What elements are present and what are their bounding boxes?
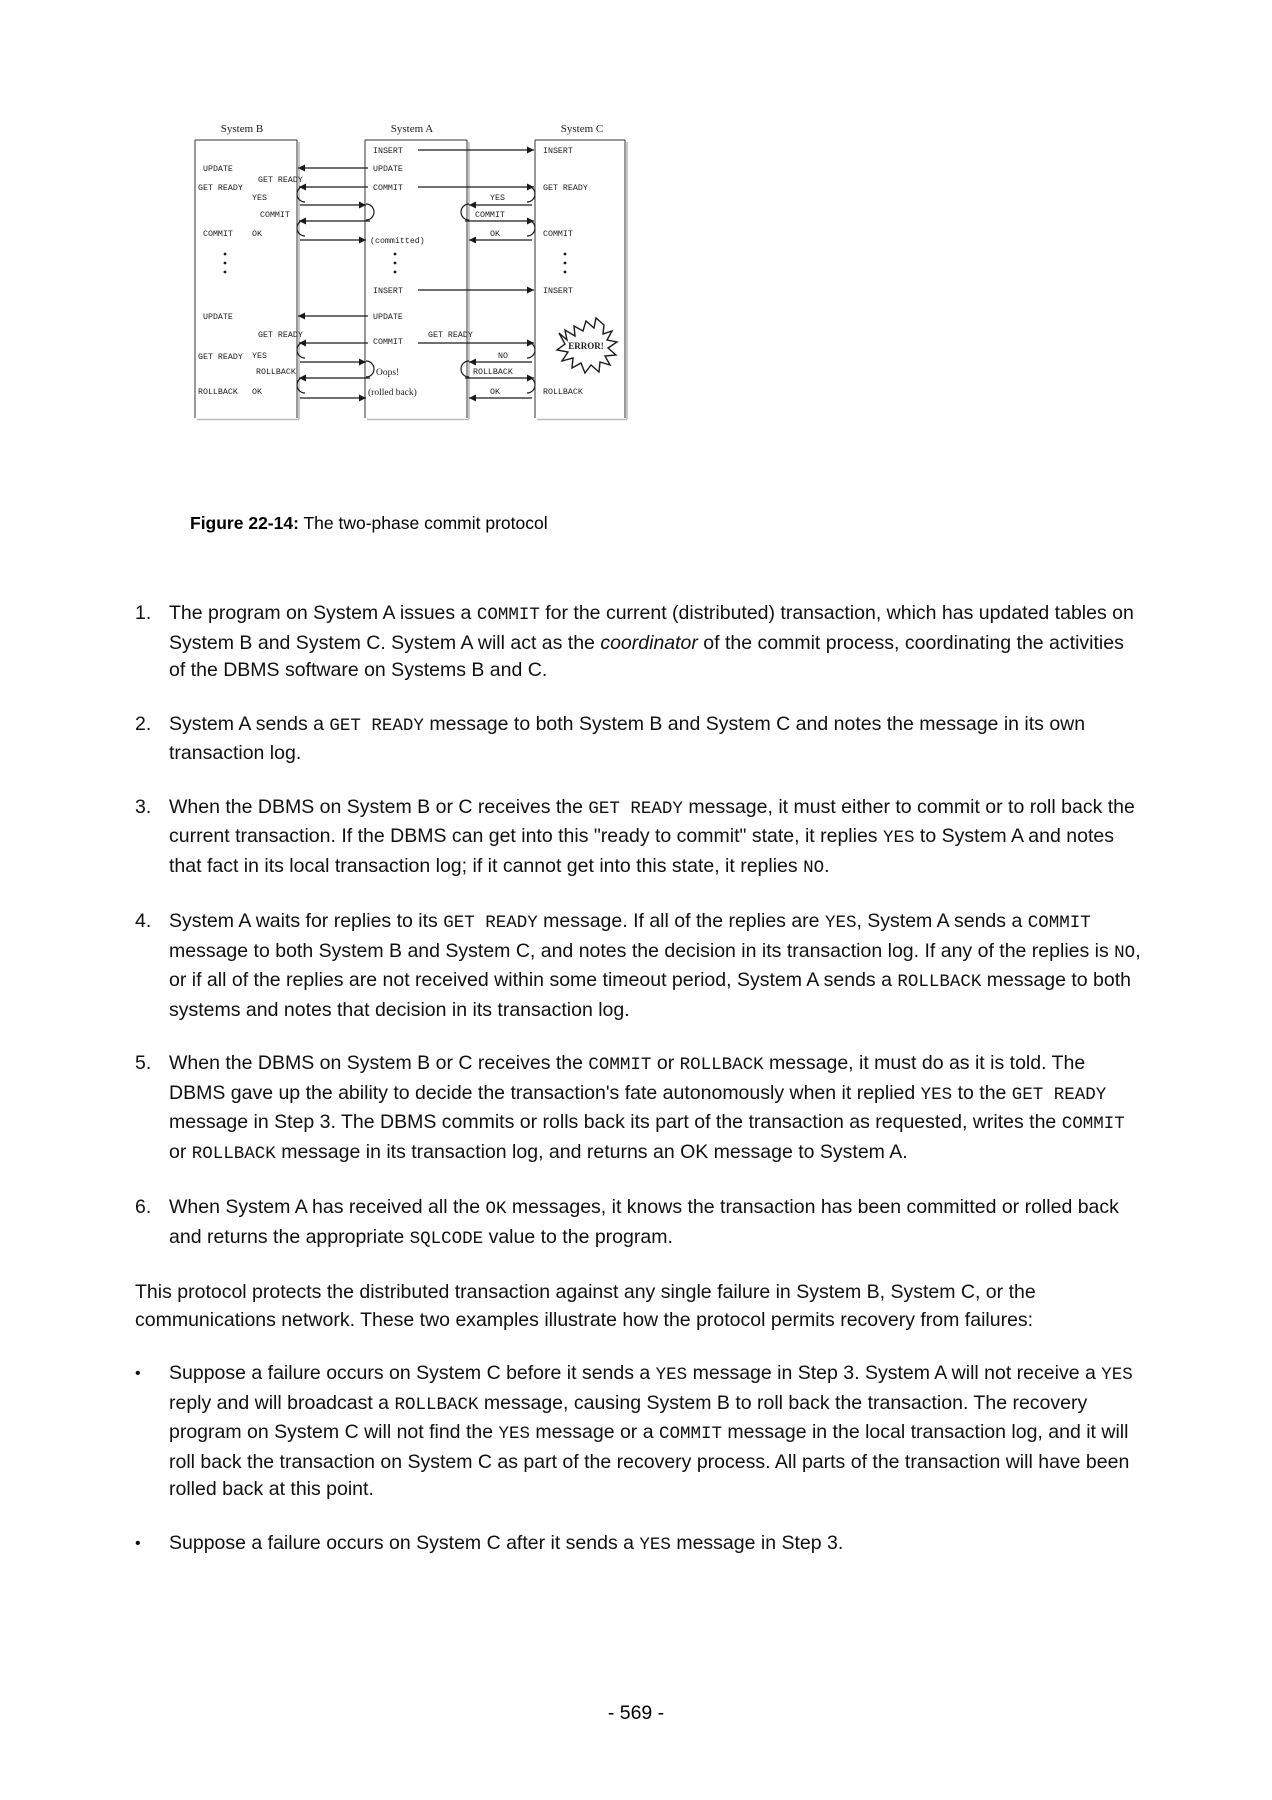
list-item-text [169, 1050, 1145, 1168]
list-item-text [169, 1360, 1145, 1504]
label-b-getready-1: GET READY [198, 184, 243, 193]
page-number: - 569 - [607, 1702, 665, 1724]
text-span: , or if all of the replies are not received within some timeout period, System A sends a [169, 939, 1141, 991]
label-c-getready-1: GET READY [543, 184, 588, 193]
text-span: for the current (distributed) transaction, which has updated tables on System B and System C. System A will act as the [169, 602, 1134, 654]
msg-ok-right-1: OK [490, 230, 500, 239]
text-span: value to the program. [483, 1225, 673, 1248]
text-span: reply and will broadcast a [169, 1391, 395, 1414]
list-item-number: 4. [135, 910, 152, 932]
text-span: When the DBMS on System B or C receives the [169, 1052, 589, 1074]
label-b-rollback: ROLLBACK [198, 388, 238, 397]
label-c-insert-2: INSERT [543, 287, 573, 296]
text-span: When the DBMS on System B or C receives the [169, 795, 589, 818]
text-span: of the commit process, coordinating the activities of the DBMS software on Systems B and C. [169, 631, 1124, 681]
label-a-rolled-back: (rolled back) [368, 388, 417, 398]
text-span: The program on System A issues a [169, 602, 477, 624]
summary-paragraph [135, 1279, 1145, 1334]
list-item-text [169, 908, 1145, 1024]
msg-rollback-right: ROLLBACK [473, 368, 513, 377]
text-span: message to both System B and System C, and notes the decision in its transaction log. If any of the replies is [169, 939, 1115, 962]
list-item-text [169, 711, 1145, 768]
msg-no-right: NO [498, 352, 508, 361]
column-title-system-a: System A [390, 123, 434, 135]
list-item-number: 1. [135, 602, 152, 624]
msg-yes-left-1: YES [252, 194, 267, 203]
label-b-commit-1: COMMIT [203, 230, 233, 239]
code-span: OK [485, 1199, 507, 1219]
code-span: GET READY [588, 798, 683, 819]
code-span: YES [882, 828, 915, 848]
code-span: ROLLBACK [394, 1394, 479, 1415]
label-b-update-1: UPDATE [203, 165, 233, 174]
text-span: message in Step 3. [670, 1531, 844, 1554]
list-item [135, 794, 1145, 883]
text-span: message in Step 3. The DBMS commits or rolls back its part of the transaction as requested, writes the [169, 1111, 1062, 1133]
list-item-text [169, 600, 1145, 685]
text-span: message, it must either to commit or to roll back the current transaction. If the DBMS can get into this "ready to commit" state, it replies [169, 795, 1135, 847]
text-span: message to both System B and System C and notes the message in its own transaction log. [169, 712, 1086, 764]
code-span: GET READY [329, 715, 424, 736]
list-item [135, 1194, 1145, 1253]
text-span: message, causing System B to roll back the transaction. The recovery program on System C will not find the [169, 1391, 1088, 1443]
msg-commit-left-1: COMMIT [260, 211, 290, 220]
list-item [135, 1530, 1145, 1560]
text-span: to System A and notes that fact in its local transaction log; if it cannot get into this state, it replies [169, 825, 1114, 877]
code-span: YES [655, 1365, 688, 1385]
text-span: message or a [530, 1421, 659, 1443]
text-span: When System A has received all the [169, 1196, 486, 1218]
label-a-update-2: UPDATE [373, 313, 403, 322]
code-span: GET READY [1011, 1084, 1107, 1105]
list-item-number: 6. [135, 1196, 152, 1218]
list-item-number: 2. [135, 712, 152, 735]
text-span: or [169, 1140, 192, 1163]
figure-caption-text: The two-phase commit protocol [298, 513, 548, 533]
code-span: ROLLBACK [897, 972, 982, 992]
list-item-number: 5. [135, 1052, 152, 1074]
code-span: YES [824, 913, 857, 933]
figure-caption [190, 512, 890, 535]
text-span: System A sends a [169, 712, 330, 735]
text-span: Suppose a failure occurs on System C before it sends a [169, 1362, 656, 1384]
code-span: YES [498, 1424, 530, 1444]
code-span: COMMIT [1027, 913, 1091, 933]
msg-yes-left-2: YES [252, 352, 267, 361]
label-a-insert-2: INSERT [373, 287, 403, 296]
text-span: . [824, 854, 830, 877]
msg-ok-left-2: OK [252, 388, 262, 397]
text-span: or [651, 1052, 680, 1074]
msg-commit-right-1: COMMIT [475, 211, 505, 220]
text-span: to the [952, 1081, 1012, 1104]
label-c-insert-1: INSERT [543, 147, 573, 156]
list-item-text [169, 794, 1145, 883]
body-content [135, 600, 1145, 1585]
code-span: ROLLBACK [679, 1055, 764, 1075]
label-a-oops: Oops! [376, 368, 400, 378]
code-span: COMMIT [1061, 1114, 1125, 1134]
msg-get-ready-left-1: GET READY [258, 176, 303, 185]
column-title-system-c: System C [560, 123, 604, 135]
bullet-marker: • [135, 1365, 141, 1382]
text-span: Suppose a failure occurs on System C after it sends a [169, 1531, 640, 1554]
text-span: , System A sends a [856, 910, 1028, 932]
text-span: message. If all of the replies are [537, 910, 825, 932]
text-span: messages, it knows the transaction has been committed or rolled back and returns the appropriate [169, 1196, 1119, 1248]
code-span: SQLCODE [409, 1228, 484, 1249]
code-span: NO [1114, 942, 1136, 963]
ellipsis-dots [224, 253, 567, 274]
msg-ok-left-1: OK [252, 230, 262, 239]
label-c-commit-1: COMMIT [543, 230, 573, 239]
error-badge-label: ERROR! [568, 341, 604, 351]
figure-two-phase-commit [190, 118, 630, 428]
code-span: YES [920, 1084, 953, 1105]
text-span: System A waits for replies to its [169, 910, 444, 932]
msg-rollback-left: ROLLBACK [256, 368, 296, 377]
code-span: YES [639, 1534, 671, 1555]
column-title-system-b: System B [220, 123, 264, 135]
msg-get-ready-left-2: GET READY [258, 331, 303, 340]
code-span: COMMIT [476, 605, 540, 625]
text-span: message in Step 3. System A will not receive a [687, 1362, 1102, 1384]
error-starburst-icon [557, 318, 617, 373]
label-a-commit-2: COMMIT [373, 338, 403, 347]
code-span: NO [803, 857, 825, 878]
label-a-insert-1: INSERT [373, 147, 403, 156]
bullet-marker: • [135, 1534, 141, 1552]
text-span: message, it must do as it is told. The DBMS gave up the ability to decide the transaction's fate autonomously when it replied [169, 1052, 1086, 1104]
code-span: COMMIT [658, 1424, 722, 1444]
list-item [135, 600, 1145, 685]
label-b-update-2: UPDATE [203, 313, 233, 322]
msg-ok-right-2: OK [490, 388, 500, 397]
list-item [135, 908, 1145, 1024]
msg-yes-right-1: YES [490, 194, 505, 203]
list-item [135, 711, 1145, 768]
code-span: ROLLBACK [191, 1143, 276, 1164]
code-span: YES [1101, 1365, 1133, 1385]
code-span: COMMIT [588, 1055, 652, 1075]
two-phase-commit-diagram [190, 118, 630, 428]
list-item-text [169, 1194, 1145, 1253]
label-c-rollback: ROLLBACK [543, 388, 583, 397]
list-item-number: 3. [135, 795, 152, 818]
label-a-update-1: UPDATE [373, 165, 403, 174]
code-span: GET READY [443, 913, 538, 933]
text-span: message in the local transaction log, and it will roll back the transaction on System C as part of the recovery process. All parts of the transaction will have been rolled back at this point. [169, 1421, 1130, 1500]
label-b-getready-2: GET READY [198, 353, 243, 362]
list-item-text [169, 1530, 1145, 1560]
figure-caption-label: Figure 22-14: [190, 513, 299, 533]
text-span: message in its transaction log, and returns an OK message to System A. [275, 1140, 908, 1163]
text-span: message to both systems and notes that decision in its transaction log. [169, 969, 1131, 1021]
text-span: This protocol protects the distributed transaction against any single failure in System B, System C, or the communications network. These two examples illustrate how the protocol permits recovery from failures: [135, 1281, 1036, 1331]
list-item [135, 1050, 1145, 1168]
label-a-committed: (committed) [370, 237, 425, 246]
msg-get-ready-right-2: GET READY [428, 331, 473, 340]
list-item [135, 1360, 1145, 1504]
emphasis-span: coordinator [600, 631, 698, 654]
label-a-commit-1: COMMIT [373, 184, 403, 193]
